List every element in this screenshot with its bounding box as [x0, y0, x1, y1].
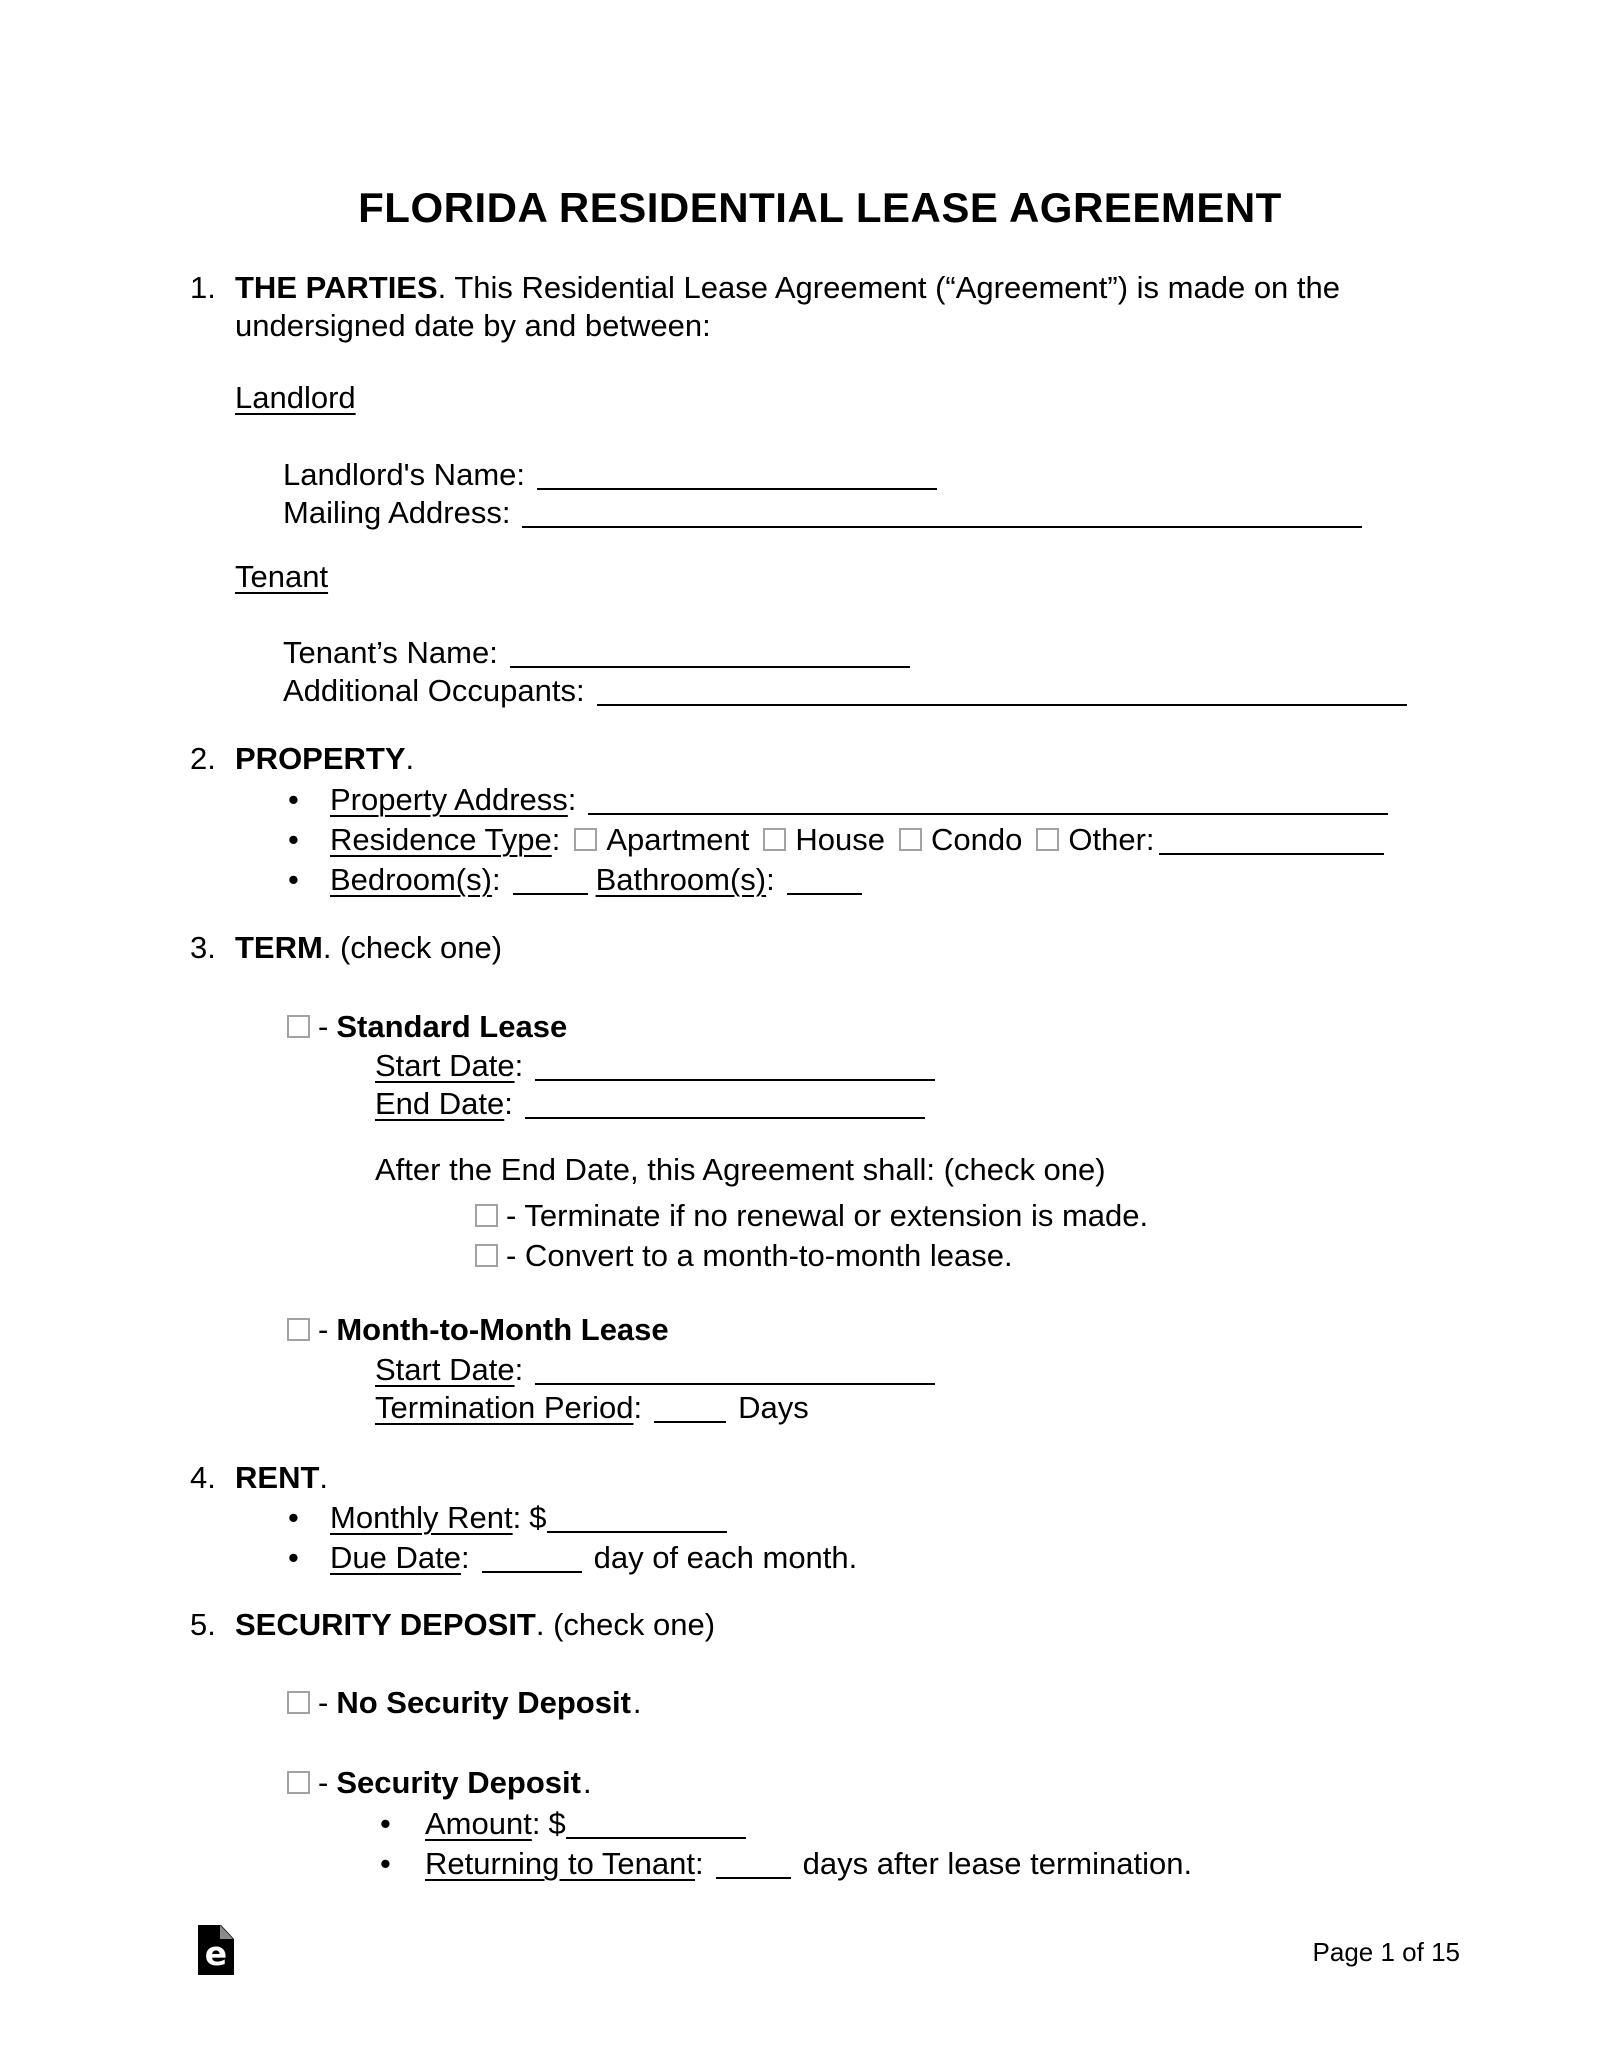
- end-date-blank[interactable]: [525, 1107, 925, 1119]
- security-deposit-line: [287, 1764, 1450, 1802]
- m2m-start-date-blank[interactable]: [535, 1373, 935, 1385]
- dash: -: [318, 1685, 329, 1720]
- due-date-suffix: day of each month.: [593, 1540, 858, 1575]
- section-4-label: RENT: [235, 1460, 320, 1495]
- monthly-rent-blank[interactable]: [547, 1521, 727, 1533]
- logo-letter: e: [204, 1933, 228, 1973]
- section-5-label: SECURITY DEPOSIT: [235, 1607, 536, 1642]
- dash: -: [318, 1312, 329, 1347]
- bullet-icon: •: [380, 1846, 391, 1881]
- colon: :: [489, 635, 498, 670]
- termination-period-label: Termination Period: [375, 1390, 634, 1425]
- section-5-deposit-heading: [190, 1606, 1450, 1644]
- colon: :: [512, 1500, 522, 1535]
- tenant-fields: [190, 634, 1450, 710]
- bedrooms-label: Bedroom(s): [330, 862, 492, 897]
- list-number: 3.: [190, 930, 216, 965]
- bedrooms-bathrooms-line: [288, 860, 1450, 900]
- month-to-month-label: Month-to-Month Lease: [336, 1312, 669, 1347]
- condo-label: Condo: [931, 822, 1023, 857]
- property-address-label: Property Address: [330, 782, 568, 817]
- apartment-checkbox[interactable]: [574, 828, 597, 851]
- colon: :: [491, 862, 501, 897]
- dollar-sign: $: [529, 1500, 547, 1535]
- convert-option-line: [475, 1236, 1450, 1276]
- month-to-month-fields: [190, 1351, 1450, 1427]
- colon: :: [501, 495, 511, 530]
- tenant-name-label: Tenant’s Name: [283, 635, 490, 670]
- colon: :: [460, 1540, 470, 1575]
- apartment-label: Apartment: [606, 822, 750, 857]
- colon: :: [531, 1806, 541, 1841]
- section-2-property-heading: [190, 740, 1450, 778]
- security-deposit-checkbox[interactable]: [287, 1771, 310, 1794]
- section-1-intro: . This Residential Lease Agreement (“Agreement”) is made on the: [437, 270, 1341, 305]
- house-checkbox[interactable]: [763, 828, 786, 851]
- residence-type-apartment: [574, 822, 749, 857]
- m2m-start-date-label: Start Date: [375, 1352, 515, 1387]
- mailing-address-label: Mailing Address: [283, 495, 502, 530]
- colon: :: [514, 1352, 524, 1387]
- standard-lease-checkbox[interactable]: [287, 1015, 310, 1038]
- end-date-line: [375, 1085, 1450, 1123]
- landlord-heading: [235, 379, 1450, 417]
- property-address-line: [288, 780, 1450, 820]
- section-5-suffix: . (check one): [535, 1607, 716, 1642]
- standard-lease-fields: [190, 1047, 1450, 1123]
- terminate-checkbox[interactable]: [475, 1204, 498, 1227]
- end-date-label: End Date: [375, 1086, 505, 1121]
- other-label: Other:: [1068, 822, 1155, 857]
- returning-blank[interactable]: [716, 1867, 791, 1879]
- property-bullets: [288, 780, 1450, 900]
- month-to-month-checkbox[interactable]: [287, 1318, 310, 1341]
- dollar-sign: $: [548, 1806, 566, 1841]
- residence-type-other: [1036, 822, 1383, 857]
- condo-checkbox[interactable]: [899, 828, 922, 851]
- start-date-label: Start Date: [375, 1048, 515, 1083]
- period: .: [405, 741, 415, 776]
- colon: :: [514, 1048, 524, 1083]
- after-end-date-text: After the End Date, this Agreement shall: (check one): [375, 1152, 1106, 1187]
- landlord-name-line: [283, 456, 1450, 494]
- convert-checkbox[interactable]: [475, 1244, 498, 1267]
- bedrooms-blank[interactable]: [513, 883, 588, 895]
- colon: :: [633, 1390, 643, 1425]
- section-3-label: TERM: [235, 930, 323, 965]
- additional-occupants-label: Additional Occupants: [283, 673, 576, 708]
- landlord-heading-label: Landlord: [235, 380, 356, 415]
- colon: :: [695, 1846, 704, 1881]
- bathrooms-blank[interactable]: [787, 883, 862, 895]
- section-3-suffix: . (check one): [322, 930, 503, 965]
- returning-line: [380, 1844, 1450, 1884]
- other-blank[interactable]: [1159, 843, 1384, 855]
- monthly-rent-label: Monthly Rent: [330, 1500, 513, 1535]
- bullet-icon: •: [288, 1540, 299, 1575]
- landlord-name-blank[interactable]: [537, 478, 937, 490]
- deposit-bullets: [380, 1804, 1450, 1884]
- eforms-logo: [198, 1925, 234, 1975]
- bullet-icon: •: [288, 862, 299, 897]
- amount-blank[interactable]: [566, 1827, 746, 1839]
- tenant-name-blank[interactable]: [510, 656, 910, 668]
- start-date-blank[interactable]: [535, 1069, 935, 1081]
- page-number: Page 1 of 15: [1312, 1937, 1460, 1967]
- colon: :: [766, 862, 775, 897]
- colon: :: [504, 1086, 513, 1121]
- amount-line: [380, 1804, 1450, 1844]
- list-number: 2.: [190, 741, 216, 776]
- house-label: House: [795, 822, 885, 857]
- other-checkbox[interactable]: [1036, 828, 1059, 851]
- section-1-parties-line1: [190, 269, 1450, 307]
- monthly-rent-line: [288, 1498, 1450, 1538]
- residence-type-line: [288, 820, 1450, 860]
- tenant-heading-label: Tenant: [235, 559, 329, 594]
- no-security-deposit-label: No Security Deposit: [336, 1685, 631, 1720]
- returning-suffix: days after lease termination.: [802, 1846, 1193, 1881]
- days-suffix: Days: [738, 1390, 809, 1425]
- standard-lease-label: Standard Lease: [336, 1009, 568, 1044]
- bullet-icon: •: [380, 1806, 391, 1841]
- m2m-start-date-line: [375, 1351, 1450, 1389]
- colon: :: [575, 673, 585, 708]
- bullet-icon: •: [288, 782, 299, 817]
- period: .: [632, 1685, 642, 1720]
- due-date-line: [288, 1538, 1450, 1578]
- residence-type-label: Residence Type: [330, 822, 552, 857]
- amount-label: Amount: [425, 1806, 532, 1841]
- residence-type-condo: [899, 822, 1022, 857]
- page-title: FLORIDA RESIDENTIAL LEASE AGREEMENT: [358, 184, 1282, 231]
- colon: :: [516, 457, 526, 492]
- month-to-month-line: [287, 1311, 1450, 1349]
- termination-period-line: [375, 1389, 1450, 1427]
- section-1-parties-line2: undersigned date by and between:: [235, 308, 711, 343]
- no-security-deposit-line: [287, 1684, 1450, 1722]
- section-4-rent-heading: [190, 1459, 1450, 1497]
- additional-occupants-blank[interactable]: [597, 694, 1407, 706]
- list-number: 1.: [190, 270, 216, 305]
- no-security-deposit-checkbox[interactable]: [287, 1691, 310, 1714]
- standard-lease-line: [287, 1008, 1450, 1046]
- colon: :: [551, 822, 561, 857]
- colon: :: [567, 782, 577, 817]
- dash: -: [318, 1009, 329, 1044]
- section-2-label: PROPERTY: [235, 741, 406, 776]
- section-3-term-heading: [190, 929, 1450, 967]
- start-date-line: [375, 1047, 1450, 1085]
- bullet-icon: •: [288, 822, 299, 857]
- terminate-option-label: - Terminate if no renewal or extension is made.: [506, 1198, 1149, 1233]
- after-end-options: [190, 1196, 1450, 1276]
- period: .: [319, 1460, 329, 1495]
- terminate-option-line: [475, 1196, 1450, 1236]
- section-1-label: THE PARTIES: [235, 270, 438, 305]
- rent-bullets: [288, 1498, 1450, 1578]
- landlord-fields: [190, 456, 1450, 532]
- residence-type-house: [763, 822, 885, 857]
- bullet-icon: •: [288, 1500, 299, 1535]
- additional-occupants-line: [283, 672, 1450, 710]
- list-number: 5.: [190, 1607, 216, 1642]
- landlord-name-label: Landlord's Name: [283, 457, 517, 492]
- period: .: [582, 1765, 592, 1800]
- property-address-blank[interactable]: [588, 803, 1388, 815]
- due-date-blank[interactable]: [482, 1561, 582, 1573]
- list-number: 4.: [190, 1460, 216, 1495]
- security-deposit-label: Security Deposit: [336, 1765, 581, 1800]
- mailing-address-blank[interactable]: [522, 516, 1362, 528]
- bathrooms-label: Bathroom(s): [595, 862, 767, 897]
- due-date-label: Due Date: [330, 1540, 461, 1575]
- termination-period-blank[interactable]: [654, 1411, 726, 1423]
- tenant-heading: [235, 558, 1450, 596]
- convert-option-label: - Convert to a month-to-month lease.: [506, 1238, 1013, 1273]
- tenant-name-line: [283, 634, 1450, 672]
- dash: -: [318, 1765, 329, 1800]
- mailing-address-line: [283, 494, 1450, 532]
- returning-label: Returning to Tenant: [425, 1846, 696, 1881]
